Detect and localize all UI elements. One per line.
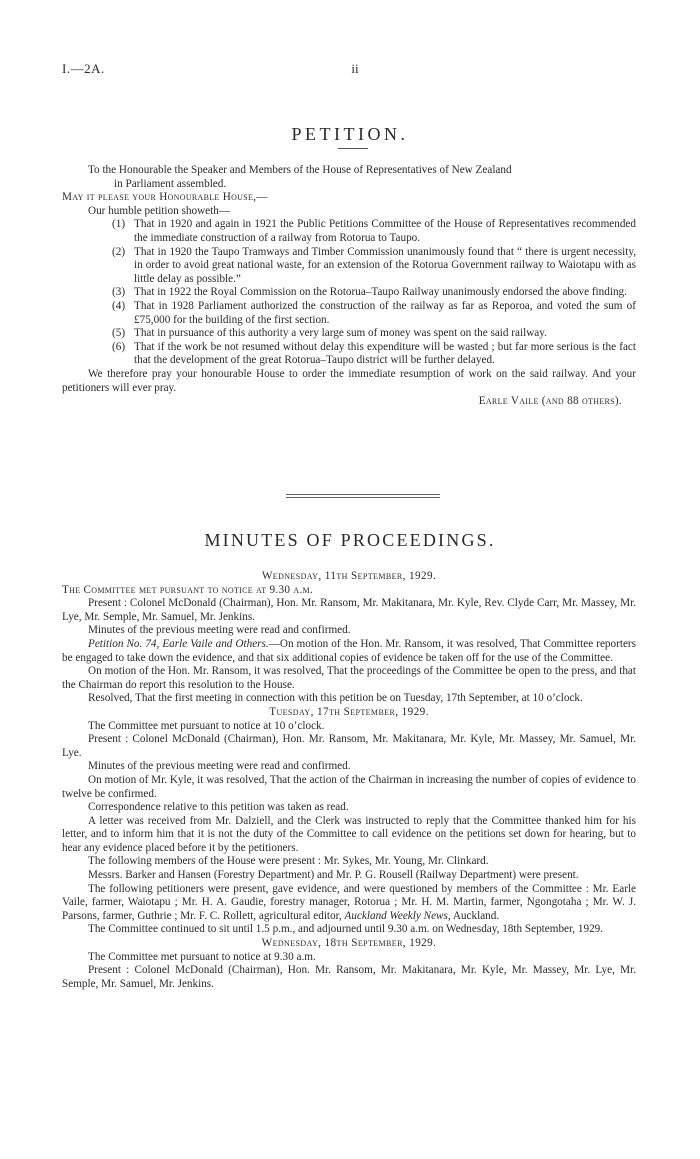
petitioners-evidence <box>62 883 636 924</box>
motion-copies: On motion of Mr. Kyle, it was resolved, That the action of the Chairman in increasing the number of copies of evidence to twelve be confirmed. <box>62 773 636 800</box>
salutation: May it please your Honourable House,— <box>62 191 268 204</box>
divider-line <box>286 494 440 495</box>
members-present: The following members of the House were present : Mr. Sykes, Mr. Young, Mr. Clinkard. <box>88 855 489 868</box>
item-number: (2) <box>112 245 126 258</box>
section-divider <box>286 494 440 500</box>
title-rule <box>338 148 368 149</box>
prayer: We therefore pray your honourable House to order the immediate resumption of work on the said railway. And your petitioners will ever pray. <box>62 367 636 394</box>
item-text: That if the work be not resumed without delay this expenditure will be wasted ; but far more serious is the fact that the development of the great Rotorua–Taupo district will be further delayed. <box>134 340 636 367</box>
resolution-text: —On motion of the Hon. Mr. Ransom, it was resolved, That Committee reporters be engaged to take down the evidence, and that six additional copies of evidence be taken off for the use of the Committee. <box>62 637 636 664</box>
minutes-title: MINUTES OF PROCEEDINGS. <box>204 530 496 550</box>
meeting-date: Tuesday, 17th September, 1929. <box>269 705 429 718</box>
item-number: (5) <box>112 327 126 340</box>
petitioners-end: , Auckland. <box>447 909 500 922</box>
signature-text: Earle Vaile (and 88 others). <box>478 395 622 408</box>
petition-item <box>112 300 636 327</box>
item-text: That in 1920 and again in 1921 the Public Petitions Committee of the House of Representatives recommended the immediate construction of a railway from Rotorua to Taupo. <box>134 218 636 244</box>
item-number: (4) <box>112 299 126 312</box>
petitioners-text: The following petitioners were present, gave evidence, and were questioned by members of the Committee : Mr. Earle Vaile, farmer, Waiotapu ; Mr. H. A. Gaudie, forestry manager, Rotorua ; Mr. H. M. Martin, farmer, Ngongotaha ; Mr. W. J. Parsons, farmer, Guthrie ; Mr. F. C. Rollett, agricultural editor, <box>62 882 636 922</box>
meeting-opening: The Committee met pursuant to notice at 10 o’clock. <box>88 719 325 732</box>
item-text: That in 1920 the Taupo Tramways and Timber Commission unanimously found that “ there is urgent necessity, in order to avoid great national waste, for an extension of the Rotorua Government railway to Waiotapu with as little delay as possible.” <box>134 245 636 285</box>
item-text: That in 1928 Parliament authorized the construction of the railway as far as Reporoa, and voted the sum of £75,000 for the building of the first section. <box>134 299 636 326</box>
adjournment: The Committee continued to sit until 1.5 p.m., and adjourned until 9.30 a.m. on Wednesday, 18th September, 1929. <box>88 923 604 936</box>
item-number: (1) <box>112 218 126 231</box>
petition-item <box>112 341 636 368</box>
present-list: Present : Colonel McDonald (Chairman), Hon. Mr. Ransom, Mr. Makitanara, Mr. Kyle, Mr. Massey, Mr. Samuel, Mr. Lye. <box>62 733 636 759</box>
motion-press: On motion of the Hon. Mr. Ransom, it was resolved, That the proceedings of the Committee be open to the press, and that the Chairman do report this resolution to the House. <box>62 665 636 691</box>
document-reference: I.—2A. <box>62 61 105 76</box>
letter-note: A letter was received from Mr. Dalziell, and the Clerk was instructed to reply that the Committee thanked him for his letter, and to inform him that it is not the duty of the Committee to call evidence on the petitions set down for hearing, but to hear any evidence placed before it by the petitioners. <box>62 814 636 854</box>
meeting-opening <box>62 584 636 598</box>
item-text: That in 1922 the Royal Commission on the Rotorua–Taupo Railway unanimously endorsed the above finding. <box>134 286 627 299</box>
minutes-body <box>62 570 636 991</box>
minutes-confirmed: Minutes of the previous meeting were read and confirmed. <box>88 624 351 637</box>
present-list: Present : Colonel McDonald (Chairman), Hon. Mr. Ransom, Mr. Makitanara, Mr. Kyle, Mr. Massey, Mr. Lye, Mr. Semple, Mr. Samuel, Mr. Jenkins. <box>62 964 636 990</box>
item-number: (6) <box>112 340 126 353</box>
minutes-confirmed: Minutes of the previous meeting were read and confirmed. <box>88 760 351 773</box>
item-text: That in pursuance of this authority a very large sum of money was spent on the said railway. <box>134 327 547 340</box>
meeting-date: Wednesday, 11th September, 1929. <box>261 570 437 582</box>
correspondence: Correspondence relative to this petition was taken as read. <box>88 801 349 814</box>
petition-title: PETITION. <box>291 124 409 144</box>
present-list: Present : Colonel McDonald (Chairman), Hon. Mr. Ransom, Mr. Makitanara, Mr. Kyle, Rev. Clyde Carr, Mr. Massey, Mr. Lye, Mr. Semple, Mr. Samuel, Mr. Jenkins. <box>62 597 636 623</box>
meeting-opening: The Committee met pursuant to notice at 9.30 a.m. <box>88 950 316 963</box>
showeth-line: Our humble petition showeth— <box>88 204 231 217</box>
meeting-date: Wednesday, 18th September, 1929. <box>261 937 437 950</box>
item-number: (3) <box>112 286 126 299</box>
petition-item <box>112 218 636 245</box>
publication-name: Auckland Weekly News <box>344 909 448 922</box>
petition-item <box>112 246 636 287</box>
petition-item <box>112 327 636 341</box>
petition-body <box>62 164 636 409</box>
address-line: To the Honourable the Speaker and Members of the House of Representatives of New Zealand <box>88 164 512 176</box>
petition-items <box>62 218 636 368</box>
petition-resolution <box>62 638 636 665</box>
resolved-first-meeting: Resolved, That the first meeting in connection with this petition be on Tuesday, 17th September, at 10 o’clock. <box>88 692 583 705</box>
address-line-2: in Parliament assembled. <box>114 177 227 190</box>
divider-line <box>286 497 440 498</box>
departments-present: Messrs. Barker and Hansen (Forestry Department) and Mr. P. G. Rousell (Railway Department) were present. <box>88 869 579 882</box>
page-number: ii <box>351 61 359 76</box>
opening-text: The Committee met pursuant to notice at 9.30 a.m. <box>62 583 314 596</box>
signature <box>62 395 636 409</box>
petition-item <box>112 286 636 300</box>
petition-reference: Petition No. 74, Earle Vaile and Others. <box>88 637 269 650</box>
